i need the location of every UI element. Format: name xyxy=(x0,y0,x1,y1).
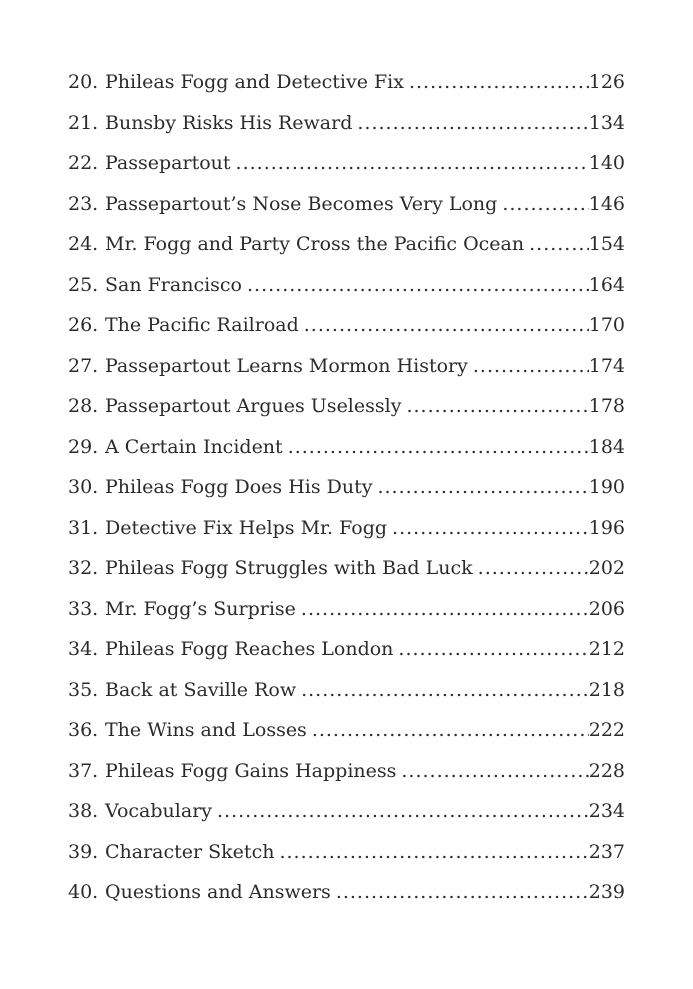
chapter-title: Questions and Answers xyxy=(105,881,331,903)
chapter-number: 39. xyxy=(68,840,99,863)
chapter-title: Passepartout Argues Uselessly xyxy=(105,395,402,417)
dot-leader xyxy=(502,184,588,225)
dot-leader xyxy=(377,467,588,508)
chapter-number: 29. xyxy=(68,435,99,458)
chapter-title: Vocabulary xyxy=(105,800,213,822)
page-number: 190 xyxy=(588,476,625,498)
dot-leader xyxy=(279,832,588,873)
chapter-title: A Certain Incident xyxy=(105,435,283,458)
toc-entry xyxy=(68,386,625,427)
dot-leader xyxy=(304,305,589,346)
page-number: 140 xyxy=(588,152,625,174)
toc-entry xyxy=(68,832,625,873)
chapter-number: 21. xyxy=(68,111,99,134)
chapter-number: 27. xyxy=(68,354,99,377)
chapter-title: Back at Saville Row xyxy=(105,678,297,701)
chapter-title: Character Sketch xyxy=(105,840,275,863)
toc-entry xyxy=(68,427,625,468)
page-number: 196 xyxy=(588,516,625,539)
page-number: 228 xyxy=(588,759,625,782)
chapter-title: Passepartout xyxy=(105,152,231,174)
page-number: 239 xyxy=(588,881,625,903)
chapter-number: 35. xyxy=(68,678,99,701)
toc-entry xyxy=(68,629,625,670)
toc-entry xyxy=(68,346,625,387)
page-number: 178 xyxy=(588,395,625,417)
toc-entry xyxy=(68,184,625,225)
chapter-number: 28. xyxy=(68,395,99,417)
page-number: 237 xyxy=(588,840,625,863)
chapter-number: 22. xyxy=(68,152,99,174)
chapter-title: The Wins and Losses xyxy=(105,719,307,741)
dot-leader xyxy=(247,265,589,306)
toc-list xyxy=(68,62,625,913)
page-number: 154 xyxy=(588,233,625,255)
toc-entry xyxy=(68,103,625,144)
dot-leader xyxy=(236,143,589,184)
chapter-title: Phileas Fogg Gains Happiness xyxy=(105,759,397,782)
page-number: 222 xyxy=(588,719,625,741)
page-number: 202 xyxy=(588,557,625,579)
chapter-title: Phileas Fogg Does His Duty xyxy=(105,476,373,498)
chapter-number: 20. xyxy=(68,71,99,93)
toc-entry xyxy=(68,589,625,630)
page-number: 184 xyxy=(588,435,625,458)
page-number: 206 xyxy=(588,597,625,620)
chapter-number: 40. xyxy=(68,881,99,903)
chapter-title: Mr. Fogg’s Surprise xyxy=(105,597,296,620)
dot-leader xyxy=(336,872,589,913)
dot-leader xyxy=(217,791,589,832)
page-number: 164 xyxy=(588,273,625,296)
page-number: 174 xyxy=(588,354,625,377)
toc-entry xyxy=(68,305,625,346)
chapter-title: Passepartout’s Nose Becomes Very Long xyxy=(105,192,498,215)
chapter-number: 31. xyxy=(68,516,99,539)
dot-leader xyxy=(398,629,588,670)
chapter-title: Phileas Fogg and Detective Fix xyxy=(105,71,404,93)
chapter-number: 34. xyxy=(68,638,99,660)
chapter-title: Passepartout Learns Mormon History xyxy=(105,354,468,377)
chapter-number: 33. xyxy=(68,597,99,620)
page-number: 212 xyxy=(588,638,625,660)
dot-leader xyxy=(401,751,588,792)
chapter-title: Bunsby Risks His Reward xyxy=(105,111,353,134)
toc-entry xyxy=(68,143,625,184)
toc-entry xyxy=(68,265,625,306)
toc-entry xyxy=(68,872,625,913)
page-number: 134 xyxy=(588,111,625,134)
dot-leader xyxy=(301,589,589,630)
chapter-number: 32. xyxy=(68,557,99,579)
dot-leader xyxy=(529,224,589,265)
toc-entry xyxy=(68,62,625,103)
page-number: 218 xyxy=(588,678,625,701)
chapter-title: Phileas Fogg Struggles with Bad Luck xyxy=(105,557,473,579)
toc-entry xyxy=(68,224,625,265)
chapter-number: 23. xyxy=(68,192,99,215)
chapter-number: 30. xyxy=(68,476,99,498)
chapter-title: Mr. Fogg and Party Cross the Pacific Ocean xyxy=(105,233,525,255)
toc-entry xyxy=(68,548,625,589)
chapter-title: San Francisco xyxy=(105,273,242,296)
chapter-title: Detective Fix Helps Mr. Fogg xyxy=(105,516,388,539)
page-number: 234 xyxy=(588,800,625,822)
dot-leader xyxy=(392,508,589,549)
page-number: 146 xyxy=(588,192,625,215)
toc-entry xyxy=(68,710,625,751)
chapter-number: 37. xyxy=(68,759,99,782)
chapter-number: 36. xyxy=(68,719,99,741)
dot-leader xyxy=(406,386,588,427)
dot-leader xyxy=(357,103,588,144)
chapter-number: 24. xyxy=(68,233,99,255)
dot-leader xyxy=(301,670,589,711)
dot-leader xyxy=(312,710,589,751)
dot-leader xyxy=(288,427,589,468)
toc-entry xyxy=(68,791,625,832)
chapter-title: Phileas Fogg Reaches London xyxy=(105,638,394,660)
dot-leader xyxy=(473,346,589,387)
toc-entry xyxy=(68,670,625,711)
dot-leader xyxy=(478,548,589,589)
chapter-number: 25. xyxy=(68,273,99,296)
page-number: 126 xyxy=(588,71,625,93)
chapter-number: 38. xyxy=(68,800,99,822)
page-number: 170 xyxy=(588,314,625,336)
toc-entry xyxy=(68,467,625,508)
toc-entry xyxy=(68,508,625,549)
toc-entry xyxy=(68,751,625,792)
chapter-number: 26. xyxy=(68,314,99,336)
dot-leader xyxy=(409,62,589,103)
chapter-title: The Pacific Railroad xyxy=(105,314,299,336)
